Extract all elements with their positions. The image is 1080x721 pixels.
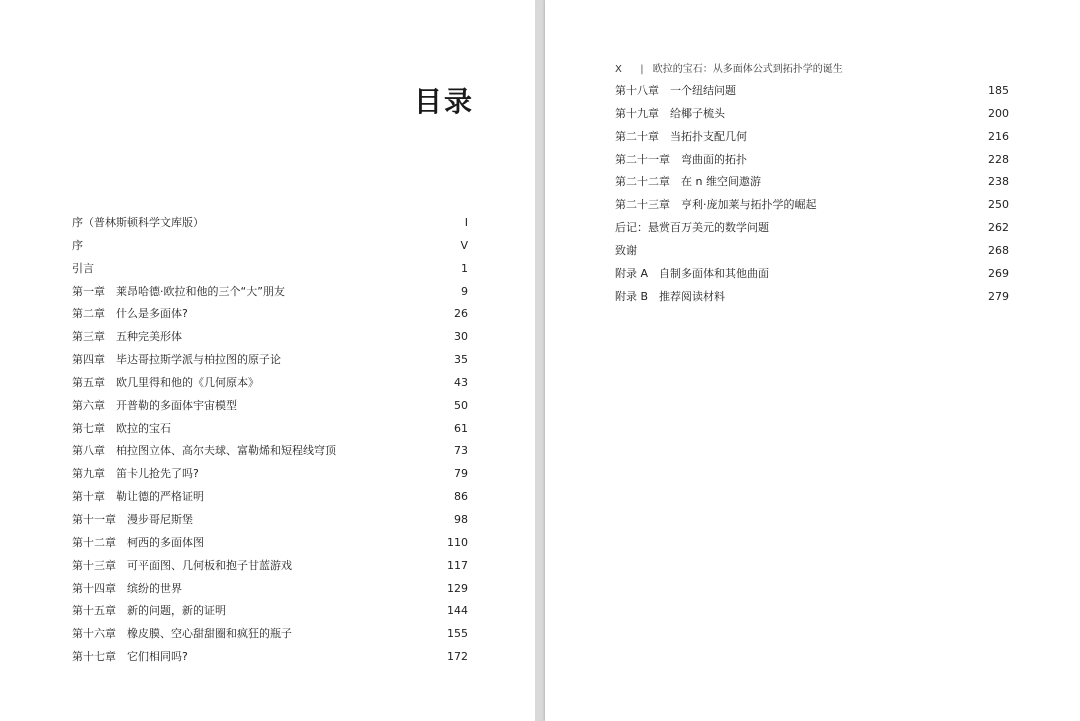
toc-entry-page-number: 110 <box>447 535 468 549</box>
toc-entry[interactable] <box>72 349 468 372</box>
toc-entry-page-number: 200 <box>988 106 1009 120</box>
toc-entry-label: 第七章 欧拉的宝石 <box>72 421 171 435</box>
toc-entry-label: 第十九章 给椰子梳头 <box>615 106 725 120</box>
toc-entry-page-number: 228 <box>988 152 1009 166</box>
toc-entry[interactable] <box>72 418 468 441</box>
toc-entry-page-number: 250 <box>988 198 1009 212</box>
running-head <box>615 60 843 75</box>
toc-entry[interactable] <box>72 646 468 669</box>
toc-entry[interactable] <box>615 171 1009 194</box>
page-title: 目录 <box>414 85 475 118</box>
toc-entry-label: 附录 A 自制多面体和其他曲面 <box>615 266 770 280</box>
toc-entry-page-number: 238 <box>988 175 1009 189</box>
toc-entry-label: 序 <box>72 238 83 252</box>
toc-entry-page-number: 73 <box>454 444 468 458</box>
toc-entry-page-number: 117 <box>447 558 468 572</box>
toc-entry[interactable] <box>615 240 1009 263</box>
toc-entry-page-number: 86 <box>454 490 468 504</box>
toc-entry-label: 第二十二章 在 n 维空间遨游 <box>615 175 761 189</box>
toc-entry[interactable] <box>72 235 468 258</box>
toc-entry-page-number: 185 <box>988 84 1009 97</box>
toc-entry[interactable] <box>72 303 468 326</box>
toc-entry-label: 致谢 <box>615 243 637 257</box>
toc-entry[interactable] <box>615 126 1009 149</box>
toc-entry-label: 第二十三章 亨利·庞加莱与拓扑学的崛起 <box>615 198 817 212</box>
toc-entry[interactable] <box>615 103 1009 126</box>
toc-entry-page-number: 35 <box>454 353 468 367</box>
toc-entry-page-number: I <box>464 216 468 229</box>
toc-entry-label: 第十七章 它们相同吗? <box>72 650 188 664</box>
toc-entry[interactable] <box>72 532 468 555</box>
toc-entry-label: 第四章 毕达哥拉斯学派与柏拉图的原子论 <box>72 353 281 367</box>
toc-entry-page-number: 30 <box>454 330 468 344</box>
toc-entry-page-number: 79 <box>454 467 468 481</box>
toc-entry-label: 第十五章 新的问题，新的证明 <box>72 604 226 618</box>
toc-entry-page-number: 61 <box>454 421 468 435</box>
toc-entry[interactable] <box>72 555 468 578</box>
toc-entry-page-number: 268 <box>988 243 1009 257</box>
toc-entry[interactable] <box>72 623 468 646</box>
toc-entry[interactable] <box>615 194 1009 217</box>
toc-entry[interactable] <box>72 463 468 486</box>
toc-entry-page-number: 216 <box>988 129 1009 143</box>
toc-entry-label: 第十二章 柯西的多面体图 <box>72 535 204 549</box>
toc-entry-label: 第三章 五种完美形体 <box>72 330 182 344</box>
running-head-page-number: X <box>615 64 622 75</box>
toc-entry-page-number: V <box>460 238 468 252</box>
page-gutter <box>535 0 545 721</box>
toc-entry-page-number: 172 <box>447 650 468 664</box>
toc-entry[interactable] <box>615 217 1009 240</box>
toc-entry[interactable] <box>72 486 468 509</box>
running-head-divider: | <box>640 64 644 75</box>
toc-entry-label: 序（普林斯顿科学文库版） <box>72 216 204 229</box>
toc-entry[interactable] <box>615 286 1009 309</box>
toc-entry-page-number: 155 <box>447 627 468 641</box>
toc-entry[interactable] <box>72 372 468 395</box>
toc-entry[interactable] <box>72 281 468 304</box>
toc-entry-label: 第六章 开普勒的多面体宇宙模型 <box>72 398 237 412</box>
toc-entry-label: 第二十章 当拓扑支配几何 <box>615 129 747 143</box>
toc-entry-page-number: 43 <box>454 375 468 389</box>
toc-entry-label: 后记：悬赏百万美元的数学问题 <box>615 221 769 235</box>
toc-entry[interactable] <box>615 263 1009 286</box>
toc-entry[interactable] <box>615 80 1009 103</box>
toc-entry-label: 第九章 笛卡儿抢先了吗? <box>72 467 199 481</box>
toc-entry-label: 附录 B 推荐阅读材料 <box>615 289 726 303</box>
toc-entry[interactable] <box>72 212 468 235</box>
toc-entry-label: 第十一章 漫步哥尼斯堡 <box>72 512 193 526</box>
toc-entry-label: 第八章 柏拉图立体、高尔夫球、富勒烯和短程线穹顶 <box>72 444 336 458</box>
toc-entry[interactable] <box>72 509 468 532</box>
toc-entry-page-number: 144 <box>447 604 468 618</box>
toc-entry-page-number: 129 <box>447 581 468 595</box>
toc-entry-label: 引言 <box>72 261 94 275</box>
toc-entry-page-number: 262 <box>988 221 1009 235</box>
toc-entry-page-number: 1 <box>461 261 468 275</box>
toc-list-right <box>615 80 1009 308</box>
toc-entry-label: 第五章 欧几里得和他的《几何原本》 <box>72 375 259 389</box>
right-page <box>545 0 1080 721</box>
toc-entry[interactable] <box>72 258 468 281</box>
toc-entry-page-number: 50 <box>454 398 468 412</box>
toc-entry[interactable] <box>72 440 468 463</box>
toc-entry[interactable] <box>615 149 1009 172</box>
toc-entry-page-number: 279 <box>988 289 1009 303</box>
toc-entry-label: 第十四章 缤纷的世界 <box>72 581 182 595</box>
toc-list-left <box>72 212 468 669</box>
left-page <box>0 0 535 721</box>
toc-entry[interactable] <box>72 395 468 418</box>
toc-entry-page-number: 98 <box>454 512 468 526</box>
running-head-book-title: 欧拉的宝石：从多面体公式到拓扑学的诞生 <box>652 64 843 75</box>
toc-entry-page-number: 9 <box>461 284 468 298</box>
toc-entry-label: 第二十一章 弯曲面的拓扑 <box>615 152 747 166</box>
toc-entry[interactable] <box>72 326 468 349</box>
toc-entry-page-number: 26 <box>454 307 468 321</box>
toc-entry-label: 第一章 莱昂哈德·欧拉和他的三个“大”朋友 <box>72 284 285 298</box>
toc-entry-label: 第十六章 橡皮膜、空心甜甜圈和疯狂的瓶子 <box>72 627 292 641</box>
toc-entry[interactable] <box>72 578 468 601</box>
toc-entry-page-number: 269 <box>988 266 1009 280</box>
toc-entry-label: 第十三章 可平面图、几何板和抱子甘蓝游戏 <box>72 558 292 572</box>
toc-entry[interactable] <box>72 600 468 623</box>
toc-entry-label: 第二章 什么是多面体? <box>72 307 188 321</box>
toc-entry-label: 第十章 勒让德的严格证明 <box>72 490 204 504</box>
toc-entry-label: 第十八章 一个纽结问题 <box>615 84 736 97</box>
